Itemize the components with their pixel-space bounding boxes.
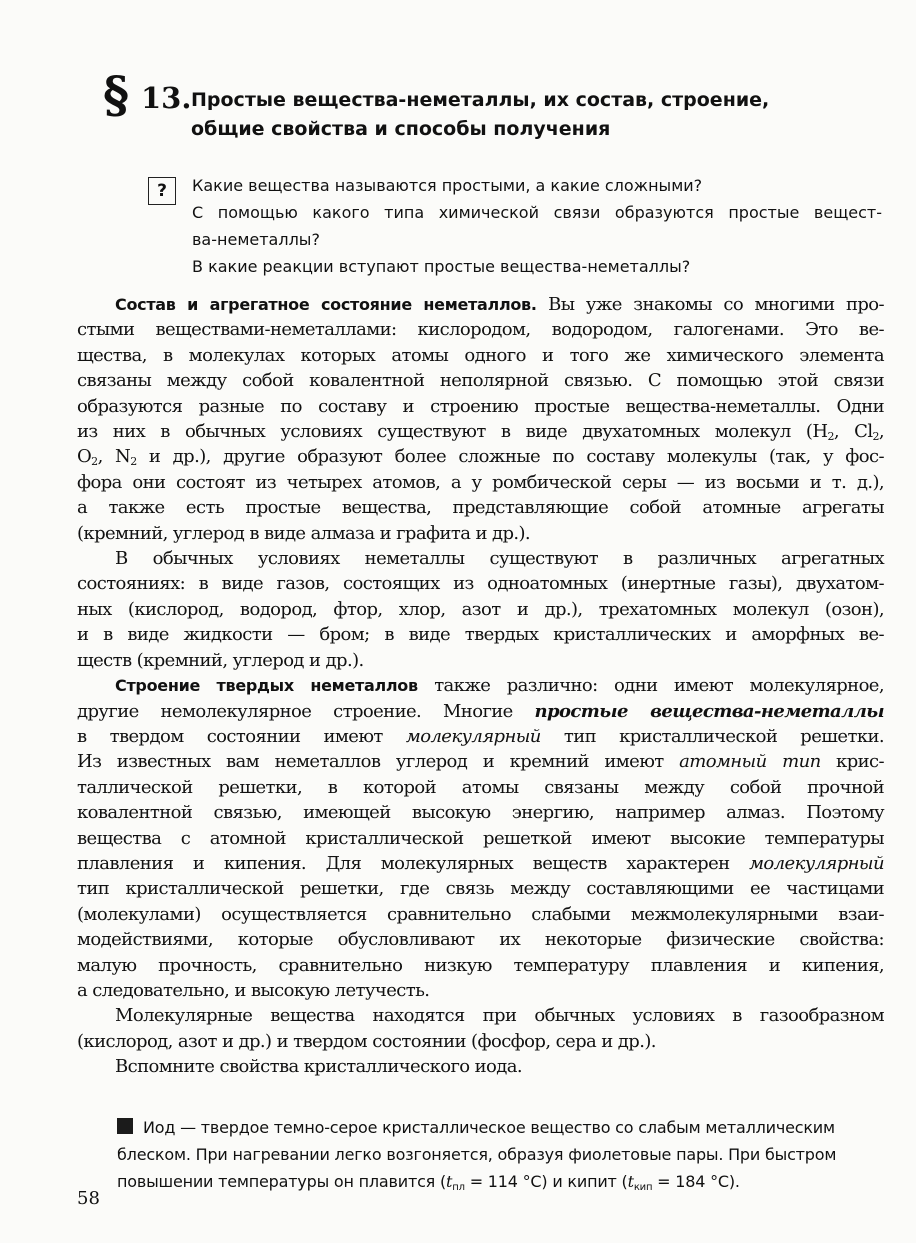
- question-item: Какие вещества называются простыми, а какие сложными?: [192, 176, 703, 195]
- paragraph-recall: Вспомните свойства кристаллического иода.: [115, 1056, 523, 1078]
- page-number: 58: [77, 1188, 100, 1209]
- question-mark-icon: ?: [148, 177, 176, 205]
- square-bullet-icon: [117, 1118, 133, 1134]
- key-term: молекулярный: [749, 852, 884, 874]
- question-item: С помощью какого типа химической связи образуются простые вещест-: [192, 203, 882, 222]
- section-title-line: Простые вещества-неметаллы, их состав, строение,: [191, 89, 770, 111]
- section-sign: §: [103, 65, 130, 124]
- review-questions: [192, 172, 882, 280]
- key-term: молекулярный: [405, 725, 541, 747]
- question-item-continued: ва-неметаллы?: [192, 230, 320, 249]
- section-title-line: общие свойства и способы получения: [191, 118, 611, 140]
- paragraph-composition: Состав и агрегатное состояние неметаллов. Вы уже знакомы со многими про- стыми веществами-неметаллами: кислородом, водородом, галогенами. Это ве- щества, в молекулах которых атомы одного и того же химического элемента связаны между собой ковалентной неполярной связью. С помощью этой связи образуются разные по составу и строению простые вещества-неметаллы. Одни из них в обычных условиях существуют в виде двухатомных молекул ($H_2$, $Cl_2$, $O_2$, $N_2$ и др.), другие образуют более сложные по составу молекулы (так, у фос- фора они состоят из четырех атомов, а у ромбической серы — из восьми и т. д.), а также есть простые вещества, представляющие собой атомные агрегаты (кремний, углерод в виде алмаза и графита и др.).: [77, 294, 885, 544]
- section-title: [191, 86, 831, 144]
- body-text: [77, 292, 884, 1080]
- iodine-note: Иод — твердое темно-серое кристаллическое вещество со слабым металлическим блеском. При нагревании легко возгоняется, образуя фиолетовые пары. При быстром повышении температуры он плавится (tпл = 114 °C) и кипит (tкип = 184 °C).: [117, 1118, 837, 1193]
- paragraph-molecular: Молекулярные вещества находятся при обычных условиях в газообразном (кислород, азот и др.) и твердом состоянии (фосфор, сера и др.).: [77, 1005, 884, 1052]
- boiling-subscript: кип: [633, 1182, 653, 1193]
- temperature-symbol: t: [627, 1172, 634, 1191]
- question-item: В какие реакции вступают простые вещества-неметаллы?: [192, 257, 691, 276]
- temperature-symbol: t: [446, 1172, 453, 1191]
- melting-subscript: пл: [452, 1182, 465, 1193]
- run-in-heading: Строение твердых неметаллов: [115, 676, 418, 696]
- key-term: простые вещества-неметаллы: [534, 700, 884, 722]
- section-number: 13.: [141, 81, 192, 115]
- key-term: атомный тип: [679, 751, 821, 773]
- run-in-heading: Состав и агрегатное состояние неметаллов.: [115, 295, 537, 314]
- paragraph-states: В обычных условиях неметаллы существуют в различных агрегатных состояниях: в виде газов, состоящих из одноатомных (инертные газы), двухатом- ных (кислород, водород, фтор, хлор, азот и др.), трехатомных молекул (озон), и в виде жидкости — бром; в виде твердых кристаллических и аморфных ве- ществ (кремний, углерод и др.).: [77, 548, 884, 671]
- paragraph-structure: Строение твердых неметаллов также различно: одни имеют молекулярное, другие немолекулярное строение. Многие простые вещества-неметаллы в твердом состоянии имеют молекулярный тип кристаллической решетки. Из известных вам неметаллов углерод и кремний имеют атомный тип крис- таллической решетки, в которой атомы связаны между собой прочной ковалентной связью, имеющей высокую энергию, например алмаз. Поэтому вещества с атомной кристаллической решеткой имеют высокие температуры плавления и кипения. Для молекулярных веществ характерен молекулярный тип кристаллической решетки, где связь между составляющими ее частицами (молекулами) осуществляется сравнительно слабыми межмолекулярными взаи- модействиями, которые обусловливают их некоторые физические свойства: малую прочность, сравнительно низкую температуру плавления и кипения, а следовательно, и высокую летучесть.: [77, 675, 884, 1001]
